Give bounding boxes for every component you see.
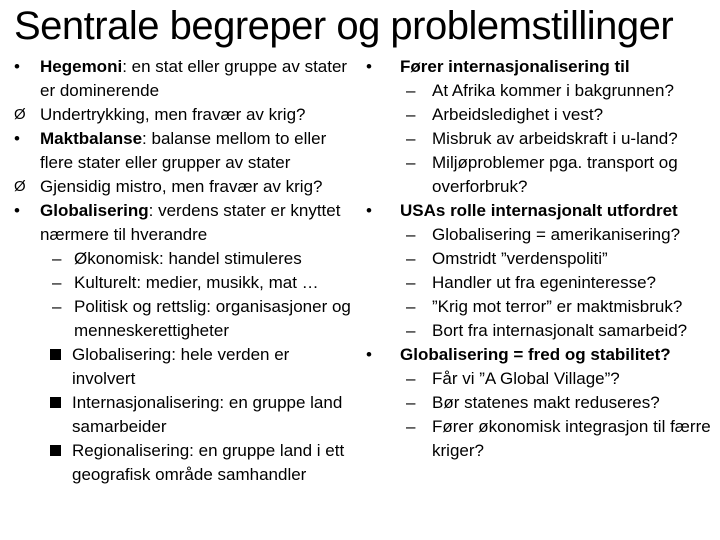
dash-marker: – [406,369,416,388]
sub-text: Får vi ”A Global Village”? [432,369,620,388]
dash-marker: – [406,393,416,412]
bullet-text: : balanse mellom to eller flere stater eller grupper av stater [40,129,327,172]
check-globalisering [10,343,355,391]
sub-text: Arbeidsledighet i vest? [432,105,604,124]
bullet-hegemoni [10,55,355,103]
sub-text: Fører økonomisk integrasjon til færre kriger? [432,417,711,460]
dash-marker: – [406,321,416,340]
arrow-gjensidig-mistro [10,175,355,199]
sub-text: Handler ut fra egeninteresse? [432,273,656,292]
bullet-marker: • [366,345,372,364]
group-heading: Globalisering = fred og stabilitet? [400,345,671,364]
checkbox-square-icon [50,439,72,463]
group-heading: Fører internasjonalisering til [400,57,630,76]
group-heading: USAs rolle internasjonalt utfordret [400,201,678,220]
arrow-undertrykking [10,103,355,127]
bullet-text: Undertrykking, men fravær av krig? [40,105,306,124]
dash-marker: – [52,297,62,316]
check-internasjonalisering [10,391,355,439]
checkbox-square-icon [50,391,72,415]
bullet-text: : verdens stater er knyttet nærmere til hverandre [40,201,341,244]
dash-marker: – [406,297,416,316]
arrow-icon: Ø [14,106,26,123]
sub-text: Miljøproblemer pga. transport og overforbruk? [432,153,678,196]
sub-kulturelt [10,271,355,295]
check-regionalisering [10,439,355,487]
dash-marker: – [406,273,416,292]
bullet-text: : en stat eller gruppe av stater er dominerende [40,57,348,100]
bullet-usas-rolle [362,199,717,223]
sub-item [362,367,717,391]
bullet-text: Gjensidig mistro, men fravær av krig? [40,177,323,196]
sub-text: Kulturelt: medier, musikk, mat … [74,273,319,292]
sub-item [362,79,717,103]
right-column [362,55,717,463]
sub-text: Omstridt ”verdenspoliti” [432,249,608,268]
check-text: Regionalisering: en gruppe land i ett geografisk område samhandler [72,441,345,484]
sub-item [362,319,717,343]
sub-item [362,415,717,463]
sub-item [362,391,717,415]
term-hegemoni: Hegemoni [40,57,123,76]
dash-marker: – [52,273,62,292]
sub-text: Bør statenes makt reduseres? [432,393,660,412]
sub-text: Misbruk av arbeidskraft i u-land? [432,129,678,148]
slide-title: Sentrale begreper og problemstillinger [14,4,674,48]
dash-marker: – [406,129,416,148]
check-text: Internasjonalisering: en gruppe land samarbeider [72,393,343,436]
dash-marker: – [52,249,62,268]
sub-item [362,295,717,319]
bullet-globalisering [10,199,355,247]
dash-marker: – [406,249,416,268]
dash-marker: – [406,81,416,100]
dash-marker: – [406,153,416,172]
bullet-globalisering-fred [362,343,717,367]
bullet-marker: • [366,201,372,220]
arrow-icon: Ø [14,178,26,195]
sub-item [362,127,717,151]
bullet-internasjonalisering [362,55,717,79]
sub-text: ”Krig mot terror” er maktmisbruk? [432,297,683,316]
bullet-maktbalanse [10,127,355,175]
left-column [10,55,355,487]
sub-text: At Afrika kommer i bakgrunnen? [432,81,674,100]
bullet-marker: • [366,57,372,76]
sub-text: Bort fra internasjonalt samarbeid? [432,321,688,340]
sub-item [362,271,717,295]
sub-politisk [10,295,355,343]
sub-item [362,151,717,199]
sub-text: Politisk og rettslig: organisasjoner og menneskerettigheter [74,297,351,340]
sub-item [362,103,717,127]
sub-text: Økonomisk: handel stimuleres [74,249,302,268]
check-text: Globalisering: hele verden er involvert [72,345,290,388]
sub-okonomisk [10,247,355,271]
dash-marker: – [406,417,416,436]
bullet-marker: • [14,129,20,148]
bullet-marker: • [14,201,20,220]
sub-text: Globalisering = amerikanisering? [432,225,681,244]
term-maktbalanse: Maktbalanse [40,129,143,148]
sub-item [362,247,717,271]
bullet-marker: • [14,57,20,76]
sub-item [362,223,717,247]
term-globalisering: Globalisering [40,201,149,220]
dash-marker: – [406,105,416,124]
checkbox-square-icon [50,343,72,367]
dash-marker: – [406,225,416,244]
